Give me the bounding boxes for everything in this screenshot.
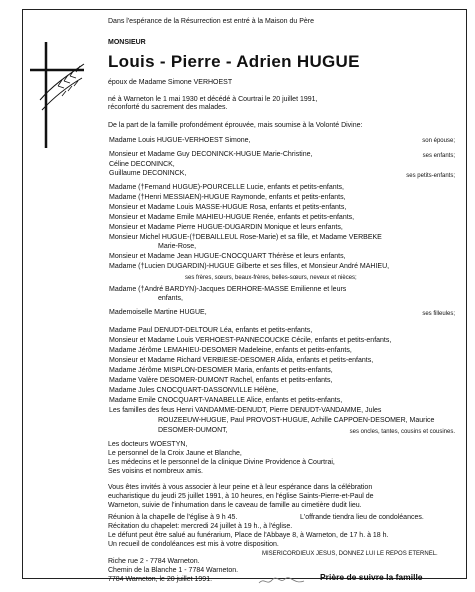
family-line: Monsieur et Madame Emile MAHIEU-HUGUE Renée, enfants et petits-enfants, — [109, 214, 355, 221]
family-relation: son épouse; — [422, 138, 455, 144]
family-relation: ses enfants; — [422, 153, 455, 159]
register-line: Un recueil de condoléances est mis à votre disposition. — [108, 541, 279, 548]
thanks-line: Les docteurs WOESTYN, — [108, 441, 188, 448]
reunion-note: L'offrande tiendra lieu de condoléances. — [300, 514, 424, 521]
ceremony-line: Vous êtes invités à vous associer à leur peine et à leur espérance dans la célébration — [108, 484, 373, 491]
family-line: Madame (†Lucien DUGARDIN)-HUGUE Gilberte et ses filles, et Monsieur André MAHIEU, — [109, 263, 390, 270]
family-line: Madame (†André BARDYN)-Jacques DERHORE-MASSE Emilienne et leurs — [109, 286, 347, 293]
family-line: Les familles des feus Henri VANDAMME-DENUDT, Pierre DENUDT-VANDAMME, Jules — [109, 407, 382, 414]
date-line: 7784 Warneton, le 20 juillet 1991. — [108, 576, 213, 583]
family-line: Mademoiselle Martine HUGUE, — [109, 309, 207, 316]
family-line: enfants, — [158, 295, 183, 302]
closing-line: Prière de suivre la famille — [320, 572, 423, 582]
family-line: Monsieur et Madame Pierre HUGUE-DUGARDIN Monique et leurs enfants, — [109, 224, 343, 231]
family-line: ROUZEEUW-HUGUE, Paul PROVOST-HUGUE, Achille CAPPOEN-DESOMER, Maurice — [158, 417, 435, 424]
ceremony-line: eucharistique du jeudi 25 juillet 1991, à 10 heures, en l'église Saints-Pierre-et-Paul de — [108, 493, 374, 500]
thanks-line: Ses voisins et nombreux amis. — [108, 468, 203, 475]
address-line: Riche rue 2 - 7784 Warneton. — [108, 558, 200, 565]
funerarium-line: Le défunt peut être salué au funérarium, Place de l'Abbaye 8, à Warneton, de 17 h. à 18 h. — [108, 532, 389, 539]
family-line: Madame Louis HUGUE-VERHOEST Simone, — [109, 137, 251, 144]
family-line: Madame Emile CNOCQUART-VANABELLE Alice, enfants et petits-enfants, — [109, 397, 343, 404]
spouse-line: époux de Madame Simone VERHOEST — [108, 79, 233, 86]
family-line: Monsieur et Madame Jean HUGUE-CNOCQUART Thérèse et leurs enfants, — [109, 253, 346, 260]
sacrament-line: réconforté du sacrement des malades. — [108, 104, 228, 111]
signature-scribble-icon — [258, 575, 306, 587]
family-line: ses frères, sœurs, beaux-frères, belles-sœurs, neveux et nièces; — [185, 275, 357, 281]
family-line: Madame Jules CNOCQUART-DASSONVILLE Hélène, — [109, 387, 279, 394]
family-line: Marie-Rose, — [158, 243, 197, 250]
ceremony-line: Warneton, suivie de l'inhumation dans le caveau de famille au cimetière dudit lieu. — [108, 502, 362, 509]
family-line: Monsieur Michel HUGUE-(†DEBAILLEUL Rose-Marie) et sa fille, et Madame VERBEKE — [109, 234, 382, 241]
intro-line: Dans l'espérance de la Résurrection est entré à la Maison du Père — [108, 18, 315, 25]
reunion-line: Réunion à la chapelle de l'église à 9 h 45. — [108, 514, 238, 521]
family-line: Guillaume DECONINCK, — [109, 170, 187, 177]
family-line: Madame Paul DENUDT-DELTOUR Léa, enfants et petits-enfants, — [109, 327, 313, 334]
family-line: Monsieur et Madame Louis MASSE-HUGUE Rosa, enfants et petits-enfants, — [109, 204, 347, 211]
family-line: Monsieur et Madame Richard VERBIESE-DESOMER Alida, enfants et petits-enfants, — [109, 357, 374, 364]
family-line: Madame Jérôme MISPLON-DESOMER Maria, enfants et petits-enfants, — [109, 367, 333, 374]
birth-death-line: né à Warneton le 1 mai 1930 et décédé à Courtrai le 20 juillet 1991, — [108, 96, 318, 103]
family-line: DESOMER-DUMONT, — [158, 427, 228, 434]
recitation-line: Récitation du chapelet: mercredi 24 juillet à 19 h., à l'église. — [108, 523, 293, 530]
family-relation: ses petits-enfants; — [406, 173, 455, 179]
title-monsieur: MONSIEUR — [108, 39, 146, 46]
family-line: Monsieur et Madame Louis VERHOEST-PANNECOUCKE Cécile, enfants et petits-enfants, — [109, 337, 392, 344]
cross-with-palms-icon — [28, 40, 88, 150]
address-line: Chemin de la Blanche 1 - 7784 Warneton. — [108, 567, 239, 574]
thanks-line: Le personnel de la Croix Jaune et Blanche, — [108, 450, 242, 457]
deceased-name: Louis - Pierre - Adrien HUGUE — [108, 52, 360, 71]
family-intro: De la part de la famille profondément éprouvée, mais soumise à la Volonté Divine: — [108, 122, 363, 129]
family-line: Madame Jérôme LEMAHIEU-DESOMER Madeleine, enfants et petits-enfants, — [109, 347, 352, 354]
family-line: Céline DECONINCK, — [109, 161, 175, 168]
thanks-line: Les médecins et le personnel de la clinique Divine Providence à Courtrai, — [108, 459, 335, 466]
family-relation: ses oncles, tantes, cousins et cousines. — [349, 429, 455, 435]
family-line: Madame (†Fernand HUGUE)-POURCELLE Lucie, enfants et petits-enfants, — [109, 184, 344, 191]
family-relation: ses filleules; — [422, 311, 455, 317]
family-line: Madame (†Henri MESSIAEN)-HUGUE Raymonde, enfants et petits-enfants, — [109, 194, 346, 201]
prayer-line: MISERICORDIEUX JESUS, DONNEZ LUI LE REPOS ETERNEL. — [262, 551, 438, 557]
family-line: Madame Valère DESOMER-DUMONT Rachel, enfants et petits-enfants, — [109, 377, 333, 384]
family-line: Monsieur et Madame Guy DECONINCK-HUGUE Marie-Christine, — [109, 151, 313, 158]
